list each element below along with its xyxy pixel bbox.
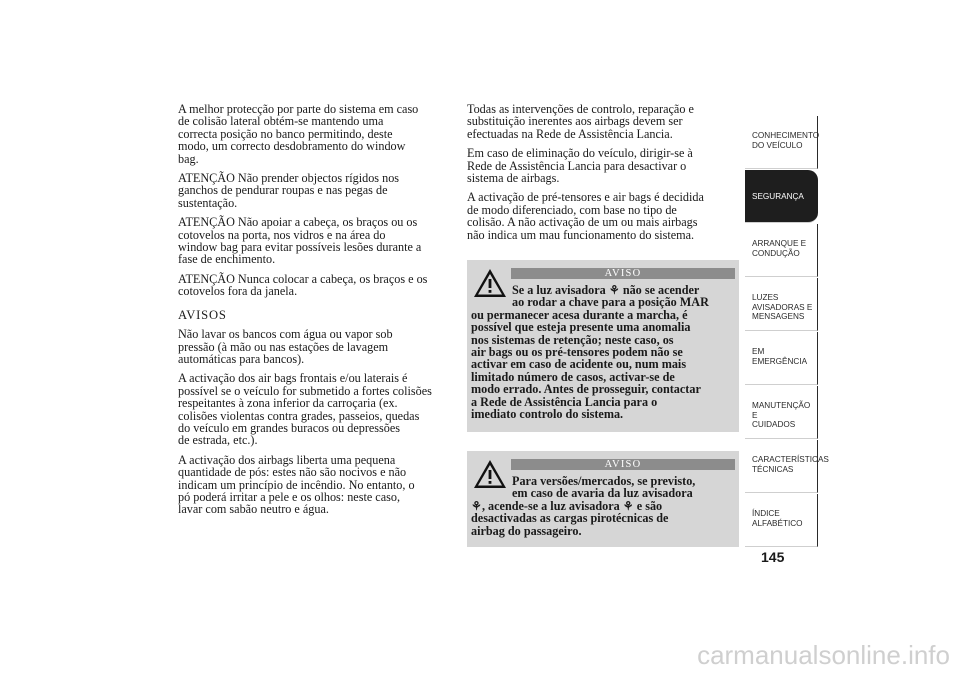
airbag-off-icon: ⚘ [471, 498, 482, 513]
paragraph: Em caso de eliminação do veículo, dirigir-se à Rede de Assistência Lancia para desactivar o sistema de airbags. [467, 146, 693, 186]
section-heading: AVISOS [178, 307, 227, 322]
tab-luzes-avisadoras[interactable]: LUZES AVISADORAS E MENSAGENS [745, 278, 818, 331]
tab-seguranca[interactable]: SEGURANÇA [745, 170, 818, 223]
warning-text: Se a luz avisadora ⚘ não se acender ao rodar a chave para a posição MAR ou permanecer acesa durante a marcha, é possível que esteja presente uma anomalia nos sistemas de retenção; neste caso, os air bags ou os pré-tensores podem não se activar em caso de acidente ou, num mais limitado número de casos, activar-se de modo errado. Antes de prosseguir, contactar a Rede de Assistência Lancia para o imediato controlo do sistema. [471, 283, 709, 422]
paragraph: Todas as intervenções de controlo, reparação e substituição inerentes aos airbags devem ser efectuadas na Rede de Assistência Lancia. [467, 102, 694, 141]
tab-em-emergencia[interactable]: EM EMERGÊNCIA [745, 332, 818, 385]
left-column [178, 103, 450, 523]
paragraph: A activação dos airbags liberta uma pequena quantidade de pós: estes não são nocivos e não indicam um princípio de incêndio. No entanto, o pó poderá irritar a pele e os olhos: neste caso, lavar com sabão neutro e água. [178, 452, 415, 517]
paragraph: ATENÇÃO Não prender objectos rígidos nos ganchos de pendurar roupas e nas pegas de sustentação. [178, 171, 400, 210]
paragraph: A activação de pré-tensores e air bags é decidida de modo diferenciado, com base no tipo de colisão. A não activação de um ou mais airbags não indica um mau funcionamento do sistema. [467, 190, 704, 242]
right-column [467, 103, 739, 248]
paragraph: ATENÇÃO Não apoiar a cabeça, os braços ou os cotovelos na porta, nos vidros e na área do window bag para evitar possíveis lesões durante a fase de enchimento. [178, 215, 422, 267]
warning-box [467, 260, 739, 432]
airbag-warning-icon: ⚘ [622, 498, 634, 513]
airbag-warning-icon: ⚘ [608, 283, 620, 297]
paragraph: Não lavar os bancos com água ou vapor sob pressão (à mão ou nas estações de lavagem automáticas para bancos). [178, 327, 393, 366]
tab-arranque-e-conducao[interactable]: ARRANQUE E CONDUÇÃO [745, 224, 818, 277]
tab-conhecimento-do-veiculo[interactable]: CONHECIMENTO DO VEÍCULO [745, 116, 818, 169]
tab-indice-alfabetico[interactable]: ÍNDICE ALFABÉTICO [745, 494, 818, 547]
warning-title: AVISO [511, 268, 735, 279]
warning-text: Para versões/mercados, se previsto, em caso de avaria da luz avisadora ⚘, acende-se a luz avisadora ⚘ e são desactivadas as cargas pirotécnicas de airbag do passageiro. [471, 474, 696, 538]
warning-title: AVISO [511, 459, 735, 470]
warning-box [467, 451, 739, 547]
tab-caracteristicas-tecnicas[interactable]: CARACTERÍSTICAS TÉCNICAS [745, 440, 818, 493]
paragraph: ATENÇÃO Nunca colocar a cabeça, os braços e os cotovelos fora da janela. [178, 271, 428, 299]
chapter-tabs [745, 116, 829, 548]
paragraph: A melhor protecção por parte do sistema em caso de colisão lateral obtém-se mantendo uma correcta posição no banco permitindo, deste modo, um correcto desdobramento do window bag. [178, 102, 419, 166]
watermark: carmanualsonline.info [697, 640, 950, 670]
tab-manutencao-e-cuidados[interactable]: MANUTENÇÃO E CUIDADOS [745, 386, 818, 439]
page-number: 145 [761, 549, 785, 565]
paragraph: A activação dos air bags frontais e/ou laterais é possível se o veículo for submetido a fortes colisões respeitantes à zona inferior da carroçaria (ex. colisões violentas contra grades, passeios, quedas do veículo em grandes buracos ou depressões de estrada, etc.). [178, 371, 432, 448]
